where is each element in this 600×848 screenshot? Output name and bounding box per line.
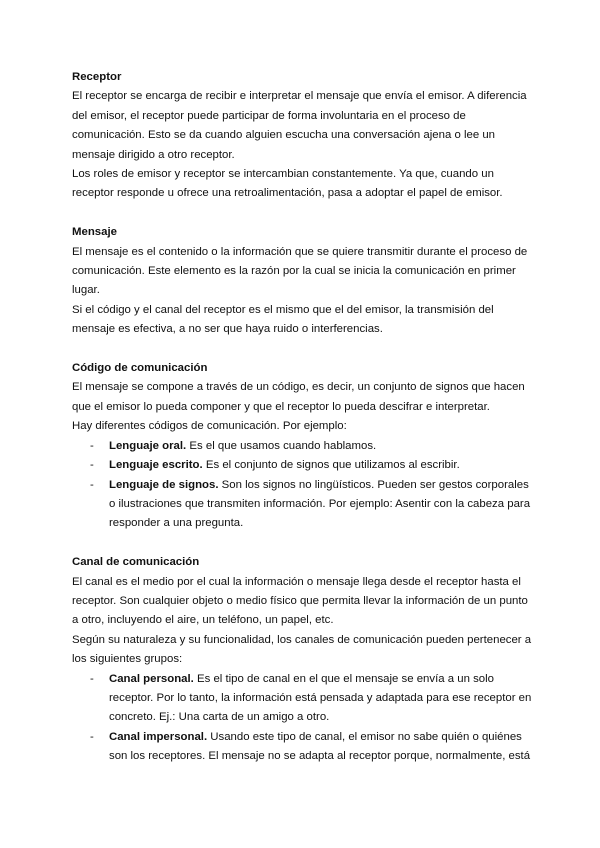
section-canal-de-comunicacion (72, 553, 532, 766)
item-term: Lenguaje oral. (109, 439, 187, 452)
dash-bullet: - (90, 478, 94, 491)
list-item (72, 456, 532, 475)
paragraph: Hay diferentes códigos de comunicación. Por ejemplo: (72, 420, 347, 433)
section-receptor (72, 68, 532, 204)
paragraph: El canal es el medio por el cual la información o mensaje llega desde el receptor hasta el receptor. Son cualquier objeto o medio físico que permita llevar la información de un punto a otro, incluyendo el aire, un teléfono, un papel, etc. (72, 575, 528, 627)
dash-bullet: - (90, 439, 94, 452)
item-text: Usando este tipo de canal, el emisor no sabe quién o quiénes son los receptores. El mensaje no se adapta al receptor porque, normalmente, está (109, 730, 531, 763)
list-item (72, 728, 532, 767)
section-mensaje (72, 223, 532, 339)
paragraph: El mensaje se compone a través de un código, es decir, un conjunto de signos que hacen que el emisor lo pueda componer y que el receptor lo pueda descifrar e interpretar. (72, 381, 525, 413)
section-heading: Receptor (72, 71, 122, 83)
item-text: Es el conjunto de signos que utilizamos al escribir. (205, 459, 460, 472)
item-text: Son los signos no lingüísticos. Pueden ser gestos corporales o ilustraciones que transmiten información. Por ejemplo: Asentir con la cabeza para responder a una pregunta. (109, 478, 531, 530)
section-heading: Canal de comunicación (72, 556, 200, 569)
item-term: Lenguaje escrito. (109, 459, 203, 472)
paragraph: El receptor se encarga de recibir e interpretar el mensaje que envía el emisor. A diferencia del emisor, el receptor puede participar de forma involuntaria en el proceso de comunicación. Esto se da cuando alguien escucha una conversación ajena o lee un mensaje dirigido a otro receptor. (72, 90, 527, 161)
item-term: Canal personal. (109, 672, 194, 685)
bullet-list (72, 437, 532, 534)
document-body (72, 68, 532, 767)
dash-bullet: - (90, 459, 94, 472)
paragraph: Si el código y el canal del receptor es el mismo que el del emisor, la transmisión del mensaje es efectiva, a no ser que haya ruido o interferencias. (72, 303, 494, 336)
dash-bullet: - (90, 672, 94, 685)
item-text: Es el tipo de canal en el que el mensaje se envía a un solo receptor. Por lo tanto, la información está pensada y adaptada para ese receptor en concreto. Ej.: Una carta de un amigo a otro. (109, 672, 532, 724)
bullet-list (72, 670, 532, 767)
item-term: Lenguaje de signos. (109, 478, 219, 491)
list-item (72, 437, 532, 456)
paragraph: Los roles de emisor y receptor se intercambian constantemente. Ya que, cuando un receptor responde u ofrece una retroalimentación, pasa a adoptar el papel de emisor. (72, 168, 503, 200)
list-item (72, 670, 532, 728)
item-text: Es el que usamos cuando hablamos. (189, 439, 377, 452)
paragraph: Según su naturaleza y su funcionalidad, los canales de comunicación pueden pertenecer a los siguientes grupos: (72, 633, 532, 666)
section-heading: Código de comunicación (72, 362, 208, 375)
item-term: Canal impersonal. (109, 730, 208, 743)
list-item (72, 476, 532, 534)
section-heading: Mensaje (72, 226, 117, 239)
section-codigo-de-comunicacion (72, 359, 532, 534)
paragraph: El mensaje es el contenido o la información que se quiere transmitir durante el proceso de comunicación. Este elemento es la razón por la cual se inicia la comunicación en primer lugar. (72, 245, 528, 297)
dash-bullet: - (90, 730, 94, 743)
